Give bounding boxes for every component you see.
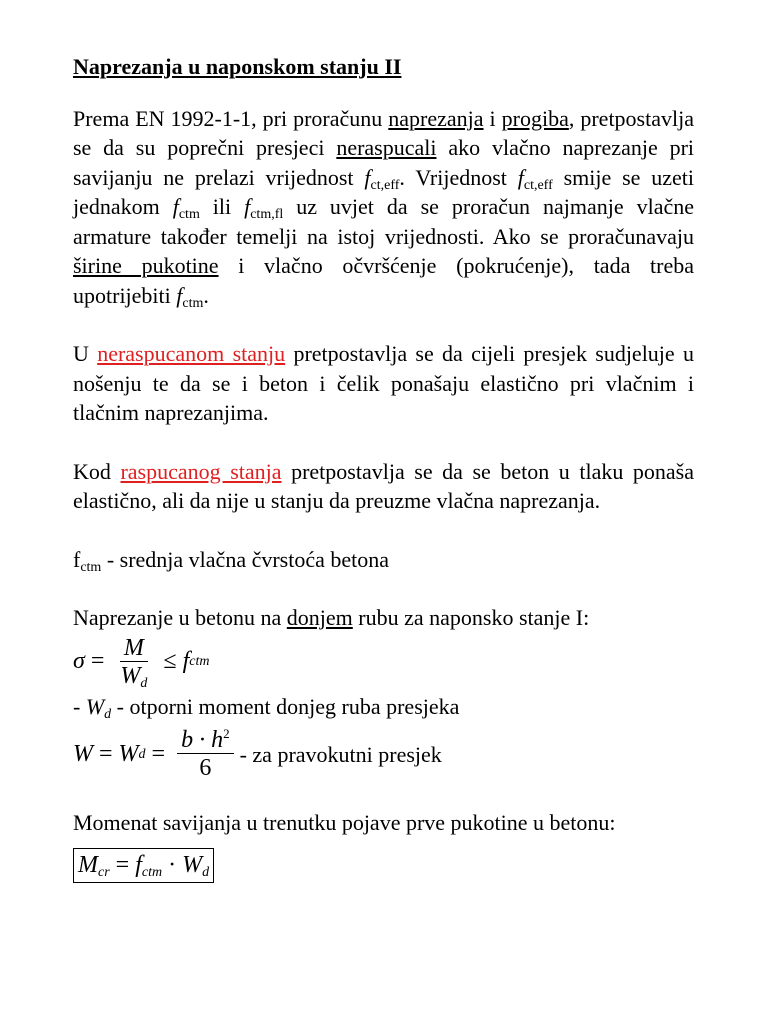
symbol-f: f bbox=[176, 282, 183, 308]
superscript: 2 bbox=[223, 726, 230, 741]
equals-sign: = bbox=[90, 648, 105, 675]
page-title: Naprezanja u naponskom stanju II bbox=[73, 54, 402, 79]
text: rubu za naponsko stanje I: bbox=[352, 605, 590, 630]
text: Kod bbox=[73, 458, 121, 484]
text: - bbox=[73, 693, 86, 719]
symbol-m: M bbox=[78, 851, 98, 878]
equation-mcr-wrapper bbox=[73, 848, 694, 884]
subscript: cr bbox=[98, 864, 110, 880]
text: pretpostavlja se da se beton u tlaku ponaša elastično, ali da nije u stanju da preuzme vlačna naprezanja. bbox=[73, 458, 694, 513]
text: - za pravokutni presjek bbox=[239, 741, 442, 767]
text: Naprezanje u betonu na bbox=[73, 605, 287, 630]
paragraph-raspucano bbox=[73, 457, 694, 516]
equals-sign: = bbox=[109, 851, 136, 878]
paragraph-naprezanje-donji-rub bbox=[73, 603, 694, 633]
underlined-naprezanja: naprezanja bbox=[388, 105, 484, 131]
subscript: d bbox=[202, 864, 210, 880]
subscript: ctm,fl bbox=[250, 207, 284, 222]
equals-sign: = bbox=[99, 740, 113, 767]
symbol-w: W bbox=[120, 662, 141, 689]
text: ako vlačno naprezanje pri savijanju ne prelazi vrijednost bbox=[73, 135, 695, 190]
text: smije se uzeti jednakom bbox=[73, 164, 694, 219]
text: i bbox=[483, 105, 502, 131]
text: pretpostavlja se da cijeli presjek sudjeluje u nošenju te da se i beton i čelik ponašaju elastično pri vlačnim i tlačnim naprezanjima. bbox=[73, 341, 694, 425]
symbol-f: f bbox=[364, 164, 371, 190]
paragraph-momenat-savijanja: Momenat savijanja u trenutku pojave prve pukotine u betonu: bbox=[73, 810, 616, 835]
symbol-w: W bbox=[182, 851, 203, 878]
less-equal-sign: ≤ bbox=[163, 648, 177, 675]
paragraph-en1992 bbox=[73, 104, 694, 311]
denominator: 6 bbox=[199, 755, 212, 781]
symbol-f: f bbox=[517, 164, 524, 190]
document-page bbox=[73, 52, 694, 883]
text: uz uvjet da se proračun najmanje vlačne armature također temelji na istoj vrijednosti. Ako se proračunavaju bbox=[73, 194, 694, 249]
text: , pretpostavlja se da su poprečni presjeci bbox=[73, 105, 694, 160]
text: ili bbox=[199, 194, 245, 219]
red-underlined-neraspucanom-stanju: neraspucanom stanju bbox=[97, 341, 286, 366]
subscript: ctm bbox=[141, 864, 163, 880]
sigma-symbol: σ bbox=[73, 648, 85, 675]
symbol-w: W bbox=[73, 740, 93, 767]
equals-sign: = bbox=[151, 740, 166, 767]
symbol-f: f bbox=[135, 851, 142, 878]
paragraph-neraspucano bbox=[73, 339, 694, 428]
underlined-progiba: progiba bbox=[501, 105, 569, 131]
dot-operator: · bbox=[162, 851, 183, 878]
text: - srednja vlačna čvrstoća betona bbox=[101, 546, 390, 572]
equation-sigma: σ = $\frac{M}{W_d}$ ≤ f ctm bbox=[73, 634, 210, 691]
symbol-w: W bbox=[118, 740, 139, 767]
equation-mcr-box bbox=[73, 848, 214, 884]
red-underlined-raspucanog-stanja: raspucanog stanja bbox=[120, 458, 282, 484]
symbol-f: f bbox=[182, 648, 190, 675]
symbol-f: f bbox=[172, 194, 179, 219]
paragraph-wd-definition bbox=[73, 692, 694, 722]
underlined-donjem: donjem bbox=[286, 605, 353, 630]
subscript: ctm bbox=[80, 559, 102, 575]
equation-w-rectangular: W = W d = $\frac{b \cdot h^2}{6}$ - za pravokutni presjek bbox=[73, 726, 442, 781]
subscript: d bbox=[104, 706, 112, 722]
fraction-bh2-over-6 bbox=[177, 727, 234, 782]
underlined-neraspucali: neraspucali bbox=[336, 135, 437, 160]
fraction-m-over-wd bbox=[116, 635, 151, 690]
numerator bbox=[177, 727, 234, 754]
text: Prema EN 1992-1-1, pri proračunu bbox=[73, 105, 389, 131]
denominator bbox=[116, 662, 151, 690]
numerator-text: b · h bbox=[181, 727, 224, 753]
subscript: d bbox=[140, 675, 148, 691]
text: U bbox=[73, 341, 98, 366]
symbol-f: f bbox=[73, 546, 81, 572]
subscript: ct,eff bbox=[523, 177, 553, 193]
symbol-f: f bbox=[244, 194, 251, 219]
numerator: M bbox=[120, 635, 148, 662]
text: - otporni moment donjeg ruba presjeka bbox=[111, 693, 460, 719]
symbol-w: W bbox=[85, 693, 105, 719]
text: i vlačno očvršćenje (pokrućenje), tada treba upotrijebiti bbox=[73, 253, 694, 308]
underlined-sirine-pukotine: širine pukotine bbox=[73, 253, 219, 278]
text: . bbox=[203, 282, 209, 308]
text: . Vrijednost bbox=[399, 164, 518, 190]
paragraph-fctm-definition bbox=[73, 545, 694, 575]
subscript: ct,eff bbox=[370, 177, 400, 193]
subscript: ctm bbox=[178, 207, 200, 222]
subscript: ctm bbox=[182, 295, 204, 311]
